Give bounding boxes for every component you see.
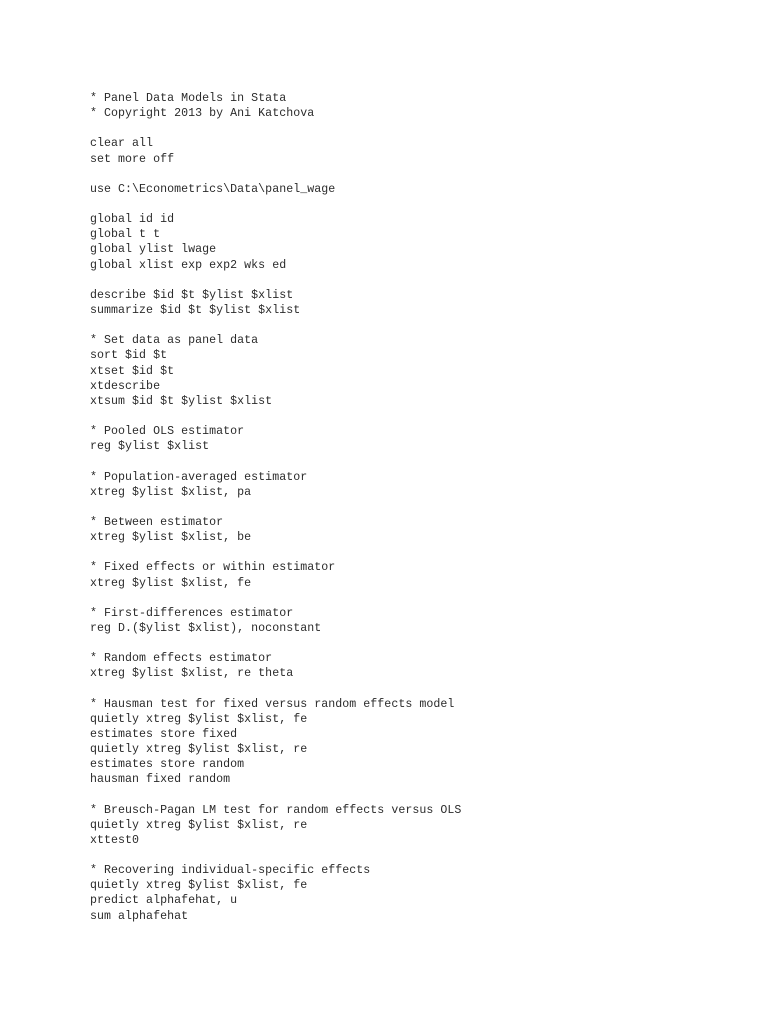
blank-line bbox=[90, 409, 730, 424]
code-line: set more off bbox=[90, 152, 175, 166]
blank-line bbox=[90, 454, 730, 469]
code-line: xtdescribe bbox=[90, 379, 161, 393]
code-line: quietly xtreg $ylist $xlist, fe bbox=[90, 879, 308, 893]
blank-line bbox=[90, 545, 730, 560]
code-line: hausman fixed random bbox=[90, 773, 231, 787]
code-line: quietly xtreg $ylist $xlist, re bbox=[90, 743, 308, 757]
comment-line: * Pooled OLS estimator bbox=[90, 425, 245, 439]
blank-line bbox=[90, 318, 730, 333]
blank-line bbox=[90, 591, 730, 606]
comment-line: * Between estimator bbox=[90, 515, 224, 529]
code-line: xtreg $ylist $xlist, be bbox=[90, 531, 252, 545]
code-line: global xlist exp exp2 wks ed bbox=[90, 258, 287, 272]
blank-line bbox=[90, 636, 730, 651]
code-line: xtreg $ylist $xlist, fe bbox=[90, 576, 252, 590]
comment-line: * Recovering individual-specific effects bbox=[90, 864, 371, 878]
code-line: global id id bbox=[90, 213, 175, 227]
blank-line bbox=[90, 848, 730, 863]
code-line: reg D.($ylist $xlist), noconstant bbox=[90, 621, 322, 635]
blank-line bbox=[90, 681, 730, 696]
blank-line bbox=[90, 121, 730, 136]
code-line: estimates store fixed bbox=[90, 727, 238, 741]
code-line: describe $id $t $ylist $xlist bbox=[90, 288, 294, 302]
comment-line: * First-differences estimator bbox=[90, 606, 294, 620]
comment-line: * Random effects estimator bbox=[90, 652, 273, 666]
code-line: summarize $id $t $ylist $xlist bbox=[90, 303, 301, 317]
comment-line: * Panel Data Models in Stata bbox=[90, 92, 287, 105]
comment-line: * Set data as panel data bbox=[90, 334, 259, 348]
blank-line bbox=[90, 197, 730, 212]
code-line: xtset $id $t bbox=[90, 364, 175, 378]
blank-line bbox=[90, 273, 730, 288]
code-line: xtreg $ylist $xlist, re theta bbox=[90, 667, 294, 681]
code-line: sum alphafehat bbox=[90, 909, 189, 923]
blank-line bbox=[90, 167, 730, 182]
comment-line: * Population-averaged estimator bbox=[90, 470, 308, 484]
code-line: predict alphafehat, u bbox=[90, 894, 238, 908]
code-line: reg $ylist $xlist bbox=[90, 440, 210, 454]
comment-line: * Hausman test for fixed versus random effects model bbox=[90, 697, 455, 711]
comment-line: * Breusch-Pagan LM test for random effects versus OLS bbox=[90, 803, 462, 817]
code-line: estimates store random bbox=[90, 758, 245, 772]
stata-code-block bbox=[90, 91, 730, 924]
blank-line bbox=[90, 500, 730, 515]
code-line: xtsum $id $t $ylist $xlist bbox=[90, 394, 273, 408]
code-line: clear all bbox=[90, 137, 154, 151]
code-line: global ylist lwage bbox=[90, 243, 217, 257]
code-line: use C:\Econometrics\Data\panel_wage bbox=[90, 182, 336, 196]
blank-line bbox=[90, 787, 730, 802]
comment-line: * Copyright 2013 by Ani Katchova bbox=[90, 107, 315, 121]
comment-line: * Fixed effects or within estimator bbox=[90, 561, 336, 575]
code-line: xttest0 bbox=[90, 833, 140, 847]
code-line: quietly xtreg $ylist $xlist, re bbox=[90, 818, 308, 832]
code-line: sort $id $t bbox=[90, 349, 168, 363]
code-line: quietly xtreg $ylist $xlist, fe bbox=[90, 712, 308, 726]
code-line: xtreg $ylist $xlist, pa bbox=[90, 485, 252, 499]
code-line: global t t bbox=[90, 228, 161, 242]
